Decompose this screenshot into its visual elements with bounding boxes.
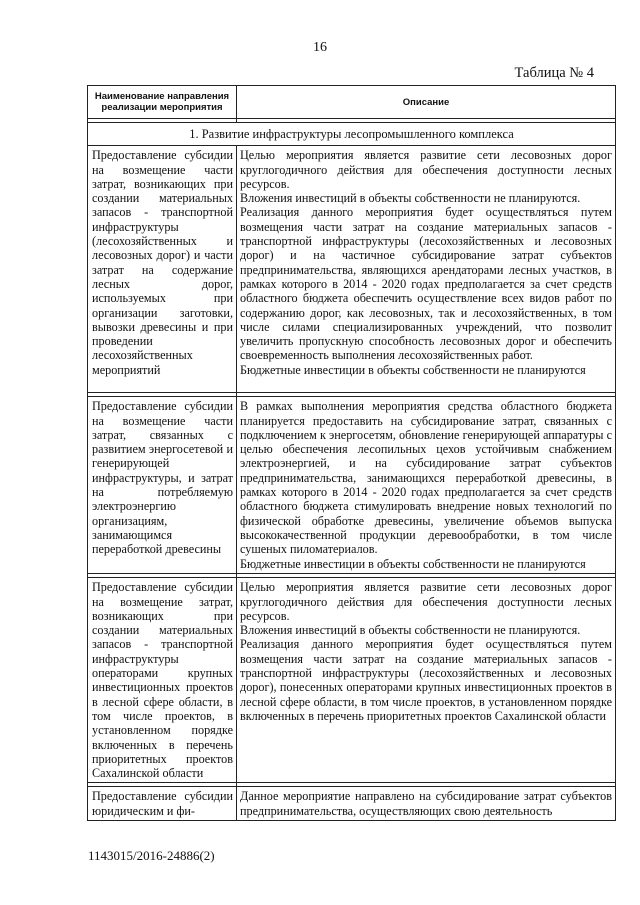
description-cell xyxy=(237,397,616,574)
table-header-row xyxy=(88,86,616,119)
measure-name-cell: Предоставление субсидии юридическим и фи- xyxy=(88,787,237,821)
measure-name-cell: Предоставление субсидии на возмещение затрат, возникающих при создании материальных запасов - транспортной инфраструктуры операторами крупных инвестиционных проектов в лесной сфере области, в том числе проектов, в установленном порядке включенных в перечень приоритетных проектов Сахалинской области xyxy=(88,578,237,783)
description-paragraph: Реализация данного мероприятия будет осуществляться путем возмещения части затрат на создание материальных запасов - транспортной инфраструктуры (лесохозяйственных и лесовозных дорог), понесенных операторами крупных инвестиционных проектов в лесной сфере области, в том числе проектов, в установленном порядке включенных в перечень приоритетных проектов Сахалинской области xyxy=(240,637,612,723)
description-paragraph: Вложения инвестиций в объекты собственности не планируются. xyxy=(240,623,581,638)
measures-table xyxy=(87,85,616,821)
description-paragraph: Данное мероприятие направлено на субсидирование затрат субъектов предпринимательства, осуществляющих свою деятельность xyxy=(240,789,612,818)
description-cell xyxy=(237,578,616,783)
table-row xyxy=(88,146,616,393)
table-row xyxy=(88,397,616,574)
measure-name-cell: Предоставление субсидии на возмещение части затрат, возникающих при создании материальных запасов - транспортной инфраструктуры (лесохозяйственных и лесовозных дорог) и части затрат на содержание лесных дорог, используемых при организации заготовки, вывозки древесины и при проведении лесохозяйственных мероприятий xyxy=(88,146,237,393)
table-title: Таблица № 4 xyxy=(514,65,594,81)
header-description: Описание xyxy=(237,86,616,119)
description-cell xyxy=(237,146,616,393)
description-paragraph: В рамках выполнения мероприятия средства областного бюджета планируется предоставить на субсидирование затрат, связанных с подключением к энергосетям, обновление генерирующей аппаратуры с целью обеспечения лесопильных цехов устойчивым снабжением электроэнергией, и на субсидирование затрат субъектов предпринимательства, занимающихся переработкой древесины, в рамках которого в 2014 - 2020 годах предполагается за счет средств областного бюджета стимулировать внедрение новых технологий по физической обработке древесины, увеличение объемов выпуска высококачественной продукции деревообработки, в том числе сушеных пиломатериалов. xyxy=(240,399,612,557)
document-code: 1143015/2016-24886(2) xyxy=(88,848,215,863)
measure-name-cell: Предоставление субсидии на возмещение части затрат, связанных с развитием энергосетевой и генерирующей инфраструктуры, и затрат на потребляемую электроэнергию организациям, занимающимся переработкой древесины xyxy=(88,397,237,574)
description-paragraph: Реализация данного мероприятия будет осуществляться путем возмещения части затрат на создание материальных запасов - транспортной инфраструктуры (лесохозяйственных и лесовозных дорог) и на частичное субсидирование затрат субъектов предпринимательства, являющихся арендаторами лесных участков, в рамках которого в 2014 - 2020 годах предполагается за счет средств областного бюджета обеспечить осуществление всех видов работ по содержанию дорог, как лесовозных, так и лесохозяйственных, в том числе силами специализированных учреждений, что позволит увеличить пропускную способность лесовозных дорог и обеспечить своевременность выполнения лесохозяйственных работ. xyxy=(240,205,612,363)
table-row xyxy=(88,578,616,783)
section-row xyxy=(88,123,616,146)
section-title: 1. Развитие инфраструктуры лесопромышленного комплекса xyxy=(88,123,616,146)
description-paragraph: Бюджетные инвестиции в объекты собственности не планируются xyxy=(240,362,586,377)
description-paragraph: Бюджетные инвестиции в объекты собственности не планируются xyxy=(240,556,586,571)
description-paragraph: Вложения инвестиций в объекты собственности не планируются. xyxy=(240,191,581,206)
header-measure-name: Наименование направления реализации мероприятия xyxy=(88,86,237,119)
description-paragraph: Целью мероприятия является развитие сети лесовозных дорог круглогодичного действия для обеспечения доступности лесных ресурсов. xyxy=(240,580,612,623)
description-paragraph: Целью мероприятия является развитие сети лесовозных дорог круглогодичного действия для обеспечения доступности лесных ресурсов. xyxy=(240,148,612,191)
page-number: 16 xyxy=(313,40,327,55)
table-row xyxy=(88,787,616,821)
description-cell xyxy=(237,787,616,821)
